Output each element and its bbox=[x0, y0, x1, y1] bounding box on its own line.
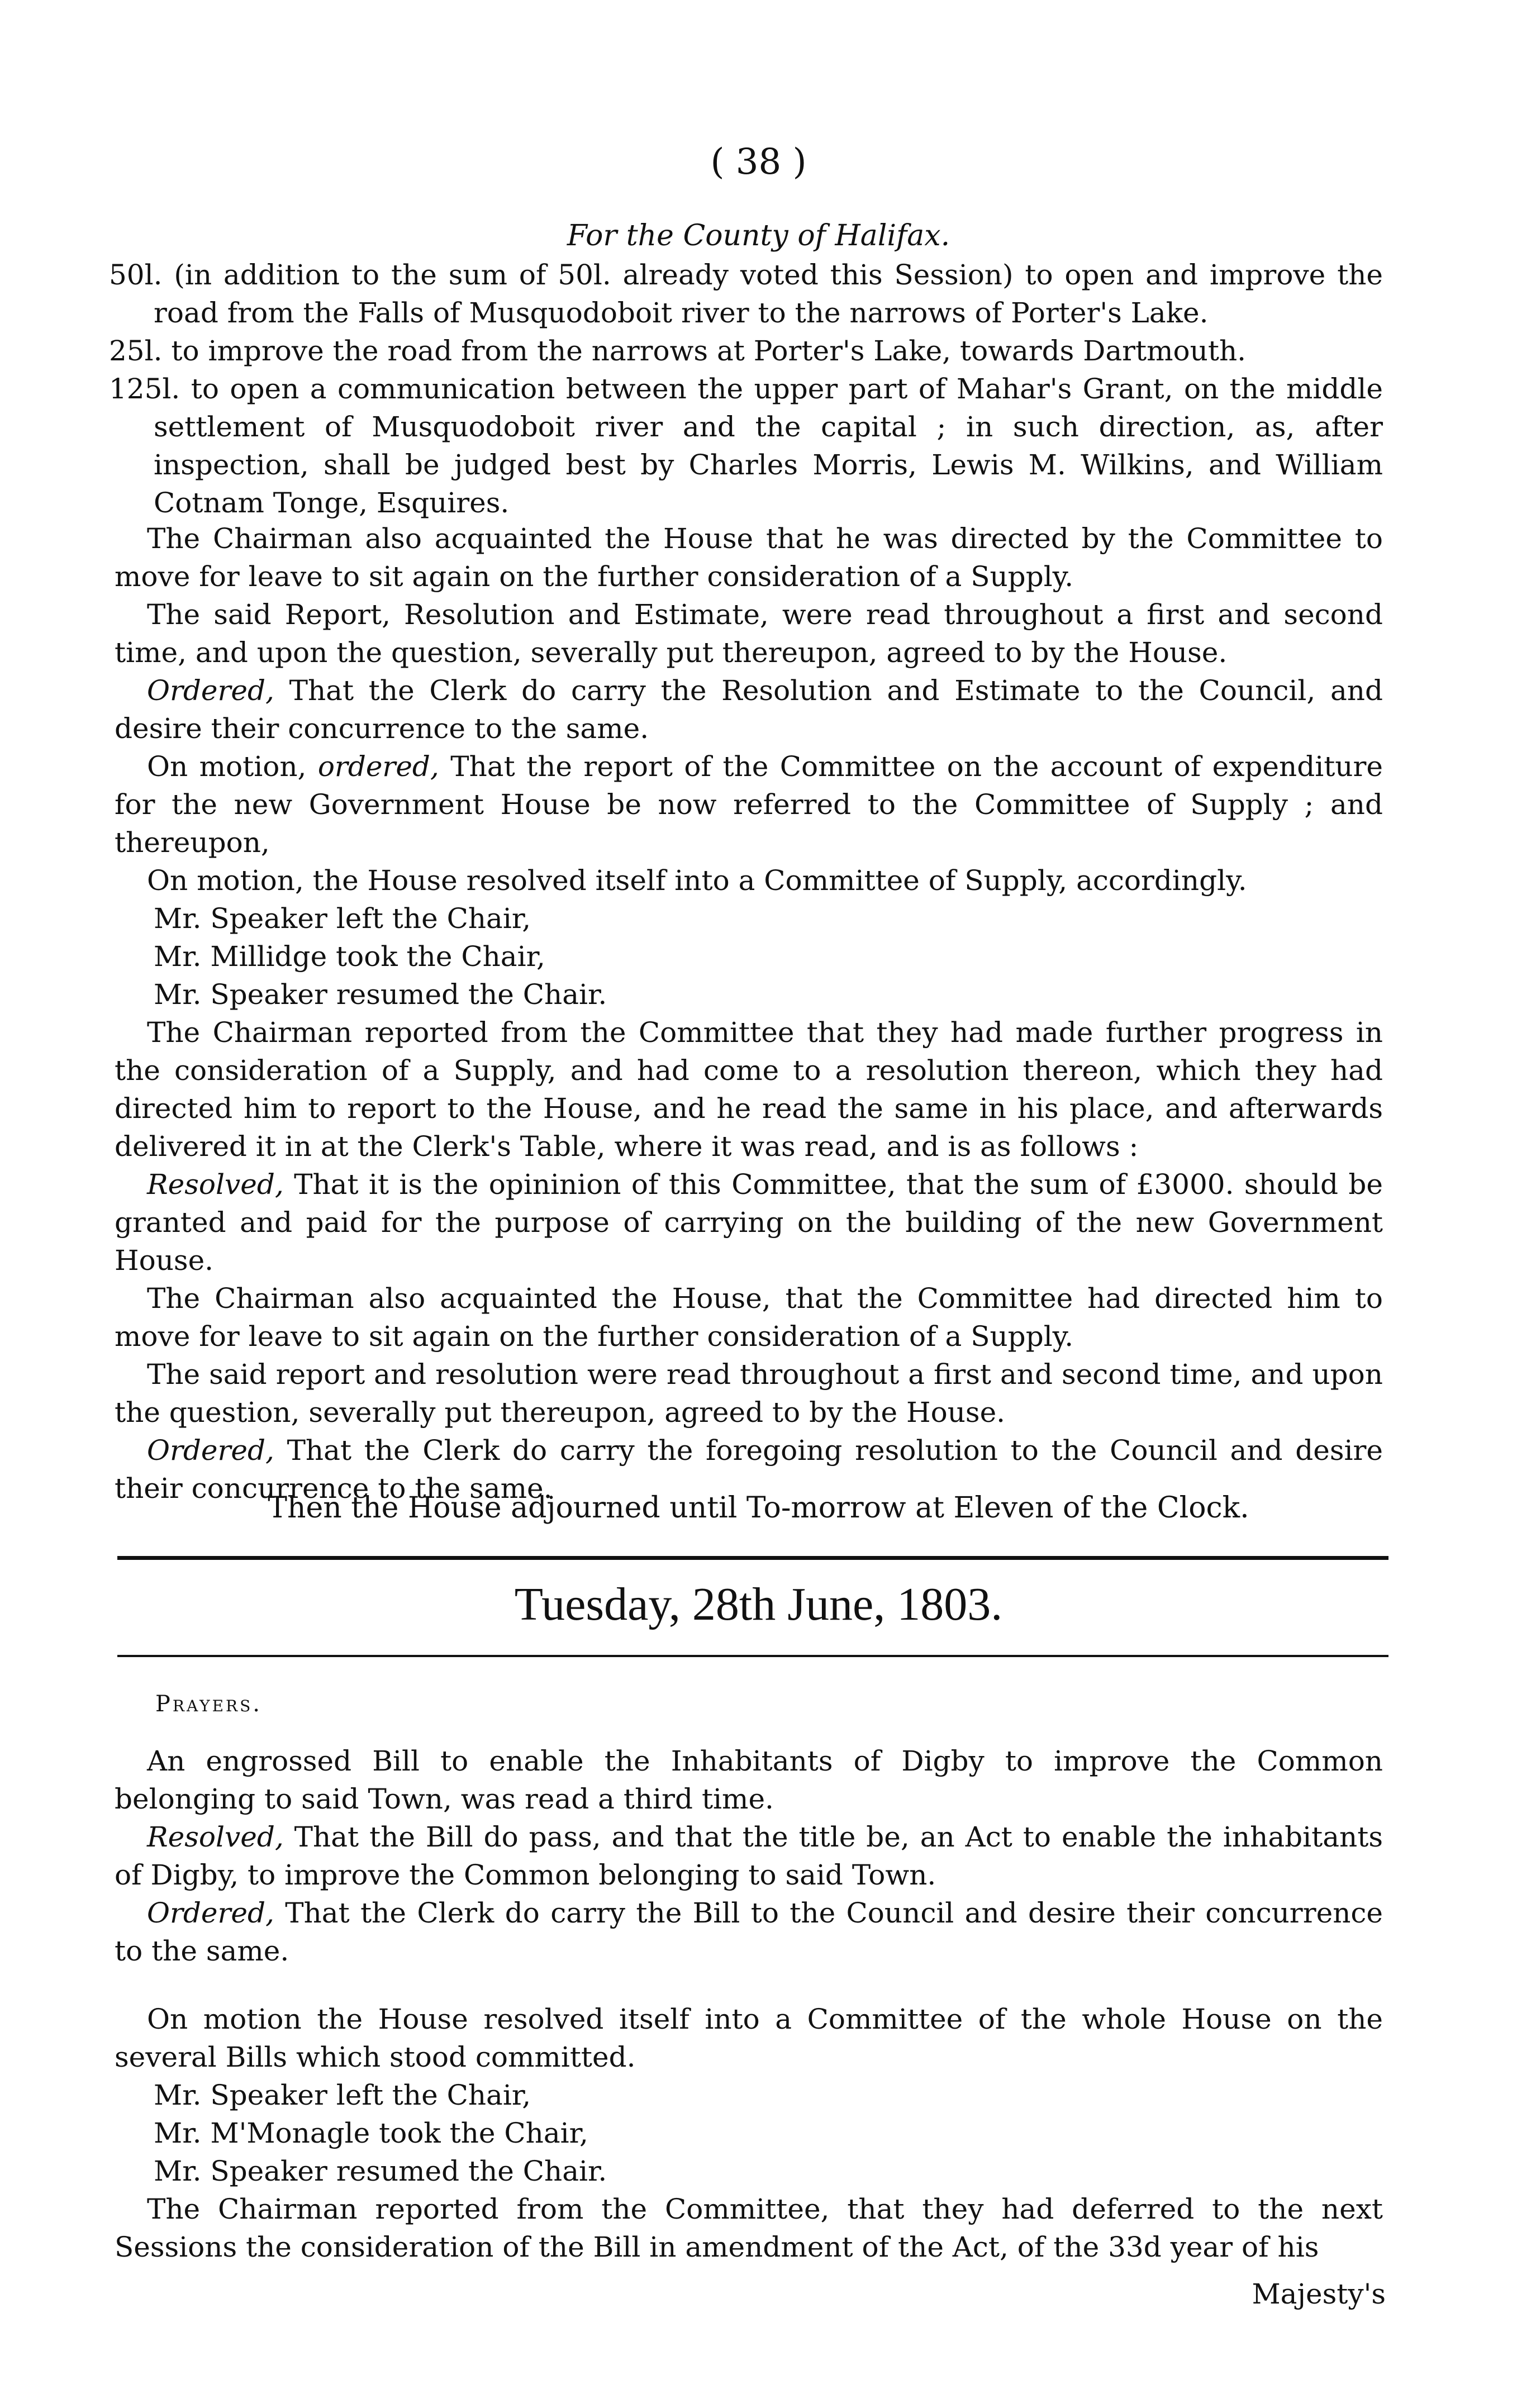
paragraph: The Chairman reported from the Committee, that they had deferred to the next Sessions the consideration of the Bill in amendment of the Act, of the 33d year of his bbox=[115, 2193, 1383, 2263]
ordered-label: Ordered, bbox=[147, 1434, 274, 1467]
paragraph-text: On motion, bbox=[147, 750, 318, 783]
paragraph bbox=[115, 672, 1383, 748]
monday-proceedings bbox=[115, 520, 1383, 1507]
ordered-label: Ordered, bbox=[147, 674, 274, 707]
paragraph-text: That the report of the Committee on the account of expenditure for the new Government House be now referred to the Committee of Supply ; and thereupon, bbox=[115, 750, 1383, 859]
chair-line: Mr. Millidge took the Chair, bbox=[154, 940, 545, 973]
paragraph: The said report and resolution were read throughout a first and second time, and upon the question, severally put thereupon, agreed to by the House. bbox=[115, 1358, 1383, 1429]
paragraph-text: That it is the opininion of this Committee, that the sum of £3000. should be granted and paid for the purpose of carrying on the building of the new Government House. bbox=[115, 1168, 1383, 1277]
date-heading: Tuesday, 28th June, 1803. bbox=[514, 1578, 1003, 1630]
appropriation-item: 125l. to open a communication between the upper part of Mahar's Grant, on the middle settlement of Musquodoboit river and the capital ; in such direction, as, after inspection, shall be judged best by Charles Morris, Lewis M. Wilkins, and William Cotnam Tonge, Esquires. bbox=[109, 373, 1383, 519]
page-number: ( 38 ) bbox=[710, 141, 807, 183]
paragraph: On motion, the House resolved itself into a Committee of Supply, accordingly. bbox=[147, 864, 1247, 897]
tuesday-proceedings-b bbox=[115, 2000, 1383, 2266]
appropriations-list bbox=[109, 256, 1383, 522]
chair-line: Mr. M'Monagle took the Chair, bbox=[154, 2117, 588, 2149]
tuesday-proceedings-a bbox=[115, 1742, 1383, 1970]
paragraph: The said Report, Resolution and Estimate, were read throughout a first and second time, and upon the question, severally put thereupon, agreed to by the House. bbox=[115, 598, 1383, 669]
appropriation-item: 50l. (in addition to the sum of 50l. already voted this Session) to open and improve the road from the Falls of Musquodoboit river to the narrows of Porter's Lake. bbox=[109, 259, 1383, 329]
paragraph: The Chairman also acquainted the House that he was directed by the Committee to move for leave to sit again on the further consideration of a Supply. bbox=[115, 522, 1383, 593]
paragraph: The Chairman also acquainted the House, that the Committee had directed him to move for leave to sit again on the further consideration of a Supply. bbox=[115, 1282, 1383, 1353]
chair-line: Mr. Speaker resumed the Chair. bbox=[154, 2155, 607, 2187]
chair-line: Mr. Speaker resumed the Chair. bbox=[154, 978, 607, 1011]
appropriation-item: 25l. to improve the road from the narrows at Porter's Lake, towards Dartmouth. bbox=[109, 335, 1247, 367]
paragraph-text: That the Clerk do carry the Bill to the Council and desire their concurrence to the same. bbox=[115, 1897, 1383, 1967]
catchword: Majesty's bbox=[1252, 2278, 1386, 2310]
paragraph bbox=[115, 1165, 1383, 1279]
chair-line: Mr. Speaker left the Chair, bbox=[154, 902, 531, 935]
divider-top bbox=[117, 1556, 1388, 1560]
divider-bottom bbox=[117, 1655, 1388, 1657]
paragraph bbox=[115, 1894, 1383, 1970]
paragraph: An engrossed Bill to enable the Inhabitants of Digby to improve the Common belonging to said Town, was read a third time. bbox=[115, 1745, 1383, 1815]
county-heading: For the County of Halifax. bbox=[567, 219, 950, 253]
chair-line: Mr. Speaker left the Chair, bbox=[154, 2079, 531, 2111]
paragraph: The Chairman reported from the Committee that they had made further progress in the consideration of a Supply, and had come to a resolution thereon, which they had directed him to report to the House, and he read the same in his place, and afterwards delivered it in at the Clerk's Table, where it was read, and is as follows : bbox=[115, 1016, 1383, 1163]
paragraph-text: That the Clerk do carry the foregoing resolution to the Council and desire their concurrence to the same. bbox=[115, 1434, 1383, 1505]
paragraph bbox=[115, 1818, 1383, 1894]
prayers-heading: Prayers. bbox=[155, 1691, 262, 1717]
paragraph bbox=[115, 748, 1383, 862]
paragraph-text: That the Bill do pass, and that the title be, an Act to enable the inhabitants of Digby, to improve the Common belonging to said Town. bbox=[115, 1821, 1383, 1891]
paragraph: On motion the House resolved itself into a Committee of the whole House on the several Bills which stood committed. bbox=[115, 2003, 1383, 2073]
adjournment-line: Then the House adjourned until To-morrow at Eleven of the Clock. bbox=[268, 1491, 1249, 1525]
ordered-label: ordered, bbox=[317, 750, 439, 783]
ordered-label: Ordered, bbox=[147, 1897, 274, 1929]
resolved-label: Resolved, bbox=[147, 1821, 284, 1853]
paragraph-text: That the Clerk do carry the Resolution and Estimate to the Council, and desire their concurrence to the same. bbox=[115, 674, 1383, 745]
resolved-label: Resolved, bbox=[147, 1168, 284, 1201]
